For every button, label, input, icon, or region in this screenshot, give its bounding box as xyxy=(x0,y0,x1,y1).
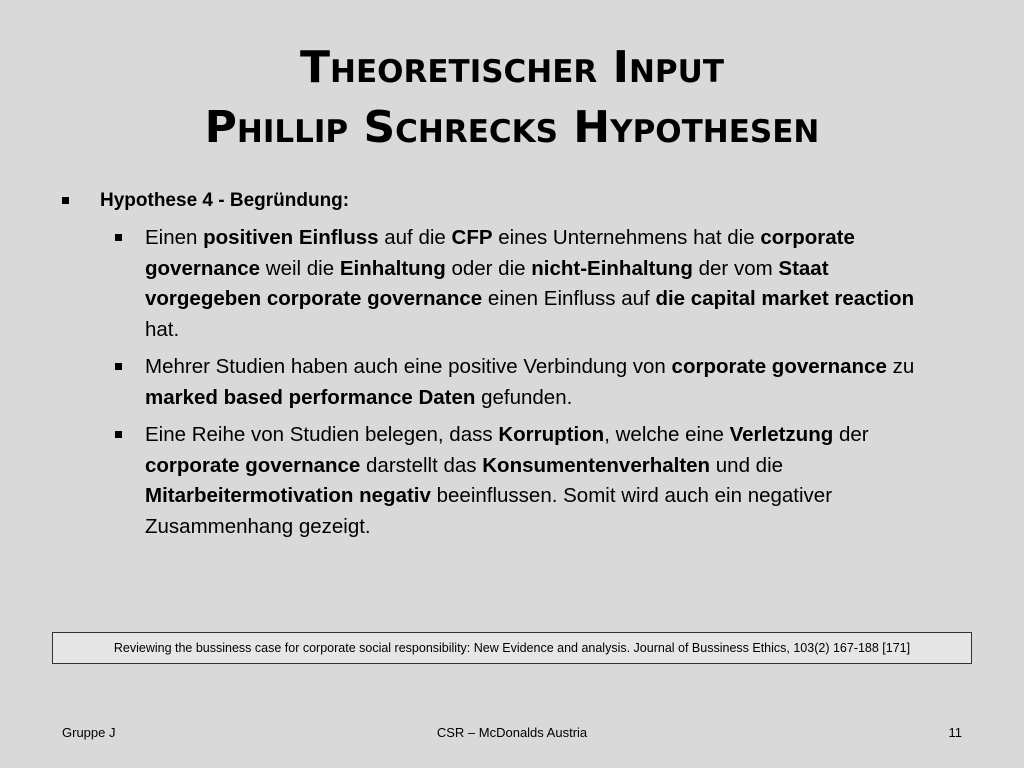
bold-text: Einhaltung xyxy=(339,256,446,280)
text: und die xyxy=(710,453,784,477)
text: eines Unternehmens hat die xyxy=(492,226,761,249)
square-bullet-icon xyxy=(115,431,122,438)
text: , welche eine xyxy=(604,423,730,446)
slide-number: 11 xyxy=(948,725,962,740)
bullet-level2 xyxy=(145,223,945,345)
text: Mehrer Studien haben auch eine positive Verbindung von xyxy=(145,355,672,378)
bold-text: corporate governance xyxy=(145,226,855,280)
hypothesis-heading: Hypothese 4 - Begründung: xyxy=(100,190,350,211)
text: hat. xyxy=(145,317,180,341)
text: zu xyxy=(886,355,915,378)
bold-text: corporate governance xyxy=(145,453,361,477)
square-bullet-icon xyxy=(62,197,69,204)
bullet-level1 xyxy=(62,186,962,216)
square-bullet-icon xyxy=(115,234,122,241)
text: darstellt das xyxy=(360,453,483,477)
text: auf die xyxy=(378,226,452,249)
bold-text: Verletzung xyxy=(729,423,834,446)
bold-text: Korruption xyxy=(498,423,605,446)
bold-text: CFP xyxy=(451,226,493,249)
bold-text: nicht-Einhaltung xyxy=(531,256,693,280)
text: Eine Reihe von Studien belegen, dass xyxy=(145,423,499,446)
bold-text: positiven Einfluss xyxy=(203,226,379,249)
bold-text: Staat vorgegeben corporate governance xyxy=(145,256,829,310)
text: Einen xyxy=(145,226,204,249)
reference-box xyxy=(52,632,972,664)
bold-text: marked based performance Daten xyxy=(145,385,476,409)
text: weil die xyxy=(260,256,340,280)
text: gefunden. xyxy=(475,385,573,409)
bullet-level2 xyxy=(145,352,945,413)
footer-title: CSR – McDonalds Austria xyxy=(436,725,588,740)
title-line-2: Phillip Schrecks Hypothesen xyxy=(204,102,820,153)
bold-text: die capital market reaction xyxy=(655,287,915,310)
footer-group: Gruppe J xyxy=(62,725,116,740)
slide-content xyxy=(62,186,962,542)
sub-bullet-list xyxy=(62,223,962,542)
text: der xyxy=(833,423,869,446)
title-line-1: Theoretischer Input xyxy=(300,42,724,93)
bullet-level2 xyxy=(145,420,945,542)
text: einen Einfluss auf xyxy=(482,287,656,310)
slide-title xyxy=(0,38,1024,158)
bold-text: Konsumentenverhalten xyxy=(482,453,711,477)
text: der vom xyxy=(692,256,779,280)
square-bullet-icon xyxy=(115,363,122,370)
bold-text: corporate governance xyxy=(671,355,887,378)
bold-text: Mitarbeitermotivation negativ xyxy=(145,484,431,507)
text: beeinflussen. Somit wird auch ein negativer Zusammenhang gezeigt. xyxy=(145,484,833,538)
text: oder die xyxy=(445,256,532,280)
reference-text: Reviewing the bussiness case for corporate social responsibility: New Evidence and analysis. Journal of Bussiness Ethics, 103(2) 167-188 [171] xyxy=(113,641,911,655)
